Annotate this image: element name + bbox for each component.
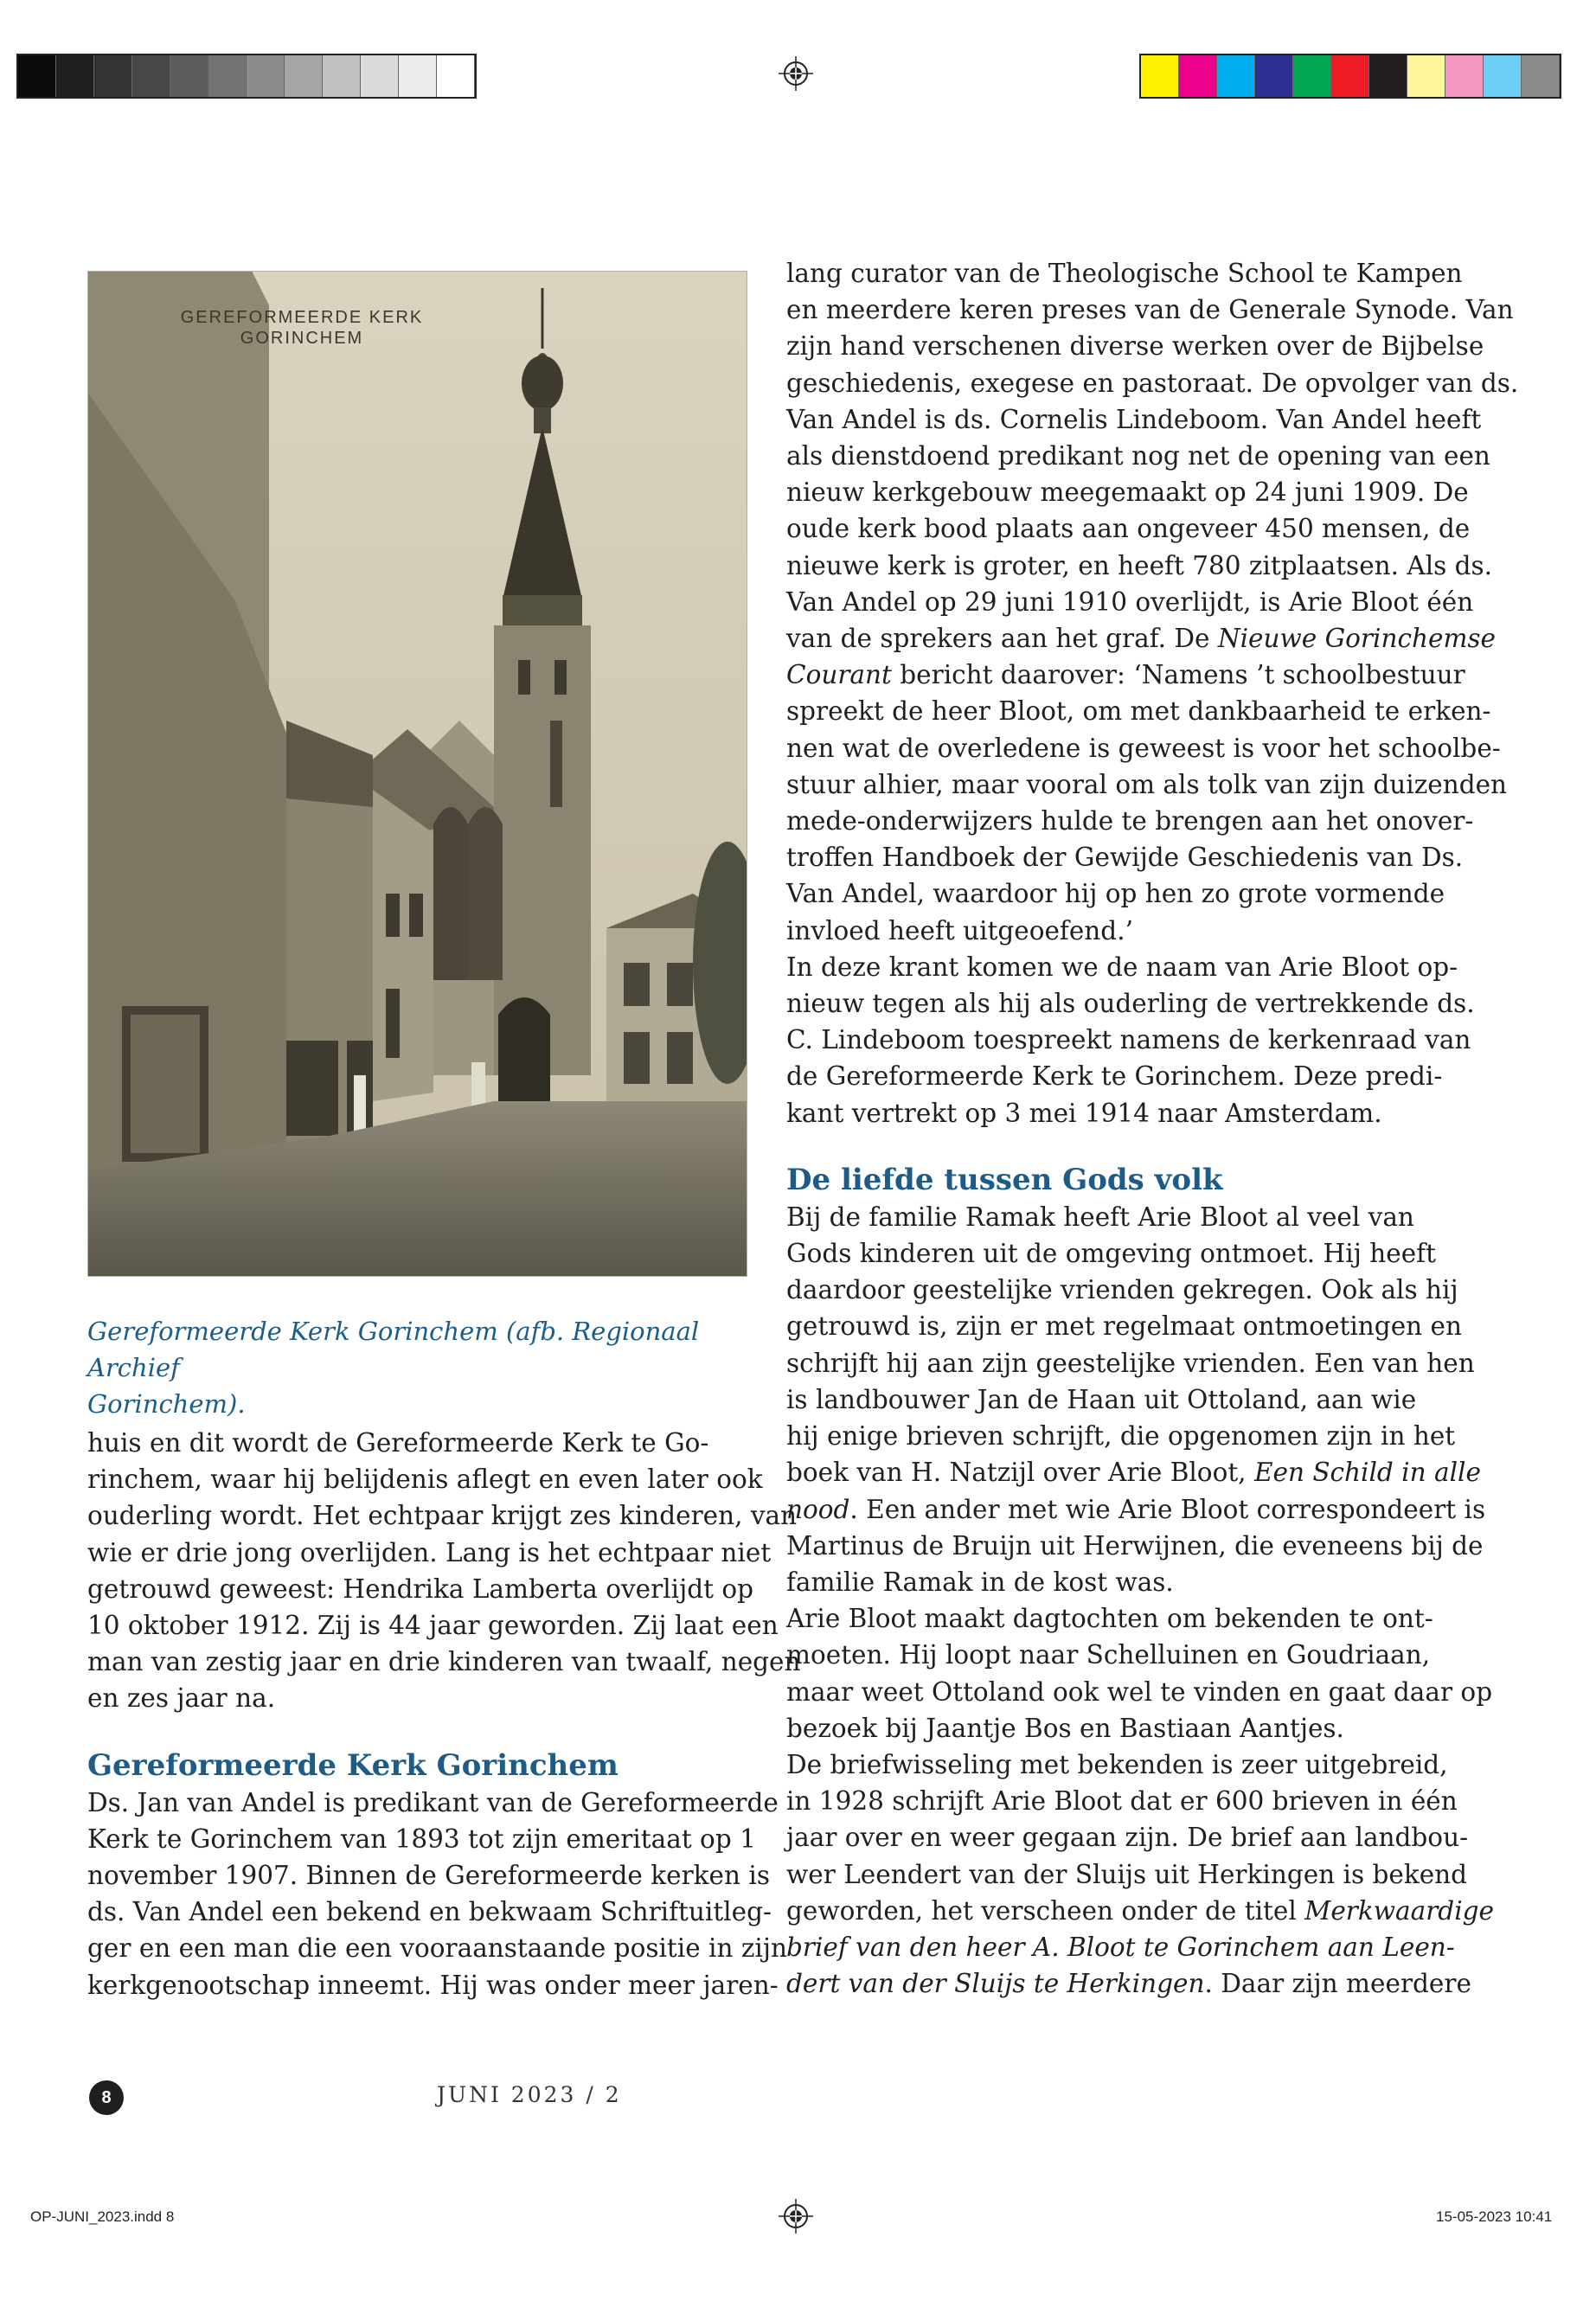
color-swatch xyxy=(56,55,94,97)
photo-caption xyxy=(87,1313,753,1422)
text-line: Van Andel is ds. Cornelis Lindeboom. Van Andel heeft xyxy=(786,404,1482,434)
letter-title: Merkwaardige xyxy=(1304,1895,1494,1926)
text-line: 10 oktober 1912. Zij is 44 jaar geworden. Zij laat een xyxy=(87,1611,779,1641)
text-line: invloed heeft uitgeoefend.’ xyxy=(786,915,1133,945)
paragraph xyxy=(87,1425,801,1717)
color-swatch xyxy=(1484,55,1522,97)
letter-title: dert van der Sluijs te Herkingen xyxy=(786,1969,1205,1999)
color-swatch xyxy=(361,55,399,97)
color-swatch xyxy=(1522,55,1560,97)
color-swatch xyxy=(1179,55,1217,97)
text-line: Gods kinderen uit de omgeving ontmoet. Hij heeft xyxy=(786,1239,1436,1269)
text-line: nieuw tegen als hij als ouderling de vertrekkende ds. xyxy=(786,989,1475,1019)
photo-title-line: GEREFORMEERDE KERK xyxy=(180,308,424,327)
newspaper-title: Nieuwe Gorinchemse xyxy=(1217,624,1497,654)
text-line: Kerk te Gorinchem van 1893 tot zijn emeritaat op 1 xyxy=(87,1823,756,1854)
text-line: moeten. Hij loopt naar Schelluinen en Goudriaan, xyxy=(786,1640,1431,1670)
text-line: Ds. Jan van Andel is predikant van de Gereformeerde xyxy=(87,1787,779,1817)
paragraph xyxy=(786,949,1475,1131)
text-line: bezoek bij Jaantje Bos en Bastiaan Aantjes. xyxy=(786,1713,1344,1743)
text-line: Arie Bloot maakt dagtochten om bekenden te ont- xyxy=(786,1604,1433,1634)
text-line: ger en een man die een vooraanstaande positie in zijn xyxy=(87,1933,787,1964)
color-swatch xyxy=(1141,55,1179,97)
text-line: kant vertrekt op 3 mei 1914 naar Amsterdam. xyxy=(786,1098,1382,1128)
text-line: Van Andel, waardoor hij op hen zo grote vormende xyxy=(786,879,1445,909)
text-line: troffen Handboek der Gewijde Geschiedenis van Ds. xyxy=(786,843,1464,873)
text-line: getrouwd is, zijn er met regelmaat ontmoetingen en xyxy=(786,1311,1462,1342)
text-line: ds. Van Andel een bekend en bekwaam Schriftuitleg- xyxy=(87,1897,772,1927)
section-heading: De liefde tussen Gods volk xyxy=(786,1162,1223,1197)
text-line: hij enige brieven schrijft, die opgenomen zijn in het xyxy=(786,1421,1456,1452)
text-line: In deze krant komen we de naam van Arie Bloot op- xyxy=(786,952,1458,982)
paragraph xyxy=(786,1199,1486,1600)
text-line: nieuw kerkgebouw meegemaakt op 24 juni 1909. De xyxy=(786,478,1469,508)
text-line: november 1907. Binnen de Gereformeerde kerken is xyxy=(87,1861,770,1891)
text-line: jaar over en weer gegaan zijn. De brief aan landbou- xyxy=(786,1823,1469,1853)
issue-label: JUNI 2023 / 2 xyxy=(437,2082,622,2107)
text-line: lang curator van de Theologische School te Kampen xyxy=(786,259,1463,288)
color-swatch xyxy=(1293,55,1331,97)
church-photograph xyxy=(87,271,747,1277)
text-run: bericht daarover: ‘Namens ’t schoolbestuur xyxy=(891,660,1465,690)
section-heading: Gereformeerde Kerk Gorinchem xyxy=(87,1747,619,1783)
text-line: rinchem, waar hij belijdenis aflegt en even later ook xyxy=(87,1465,763,1495)
color-swatch xyxy=(437,55,475,97)
text-line: man van zestig jaar en drie kinderen van twaalf, negen xyxy=(87,1647,801,1677)
slug-file-info: OP-JUNI_2023.indd 8 xyxy=(30,2208,175,2225)
text-line: kerkgenootschap inneemt. Hij was onder meer jaren- xyxy=(87,1970,779,2000)
text-line: wie er drie jong overlijden. Lang is het echtpaar niet xyxy=(87,1537,772,1567)
color-swatch xyxy=(94,55,132,97)
text-run: boek van H. Natzijl over Arie Bloot, xyxy=(786,1458,1254,1488)
text-line: oude kerk bood plaats aan ongeveer 450 mensen, de xyxy=(786,514,1471,544)
text-line: C. Lindeboom toespreekt namens de kerkenraad van xyxy=(786,1025,1471,1055)
photo-title xyxy=(146,307,458,349)
text-line: daardoor geestelijke vrienden gekregen. Ook als hij xyxy=(786,1275,1458,1305)
paragraph xyxy=(786,255,1519,949)
color-swatch xyxy=(1255,55,1293,97)
church-illustration xyxy=(87,271,747,1277)
text-run: . Daar zijn meerdere xyxy=(1204,1969,1471,1999)
color-swatch xyxy=(1445,55,1484,97)
newspaper-title: Courant xyxy=(786,660,892,690)
caption-line: Gereformeerde Kerk Gorinchem (afb. Regionaal Archief xyxy=(87,1317,700,1382)
slug-date-info: 15-05-2023 10:41 xyxy=(1436,2208,1553,2225)
text-run: geworden, het verscheen onder de titel xyxy=(786,1895,1305,1926)
text-line: nieuwe kerk is groter, en heeft 780 zitplaatsen. Als ds. xyxy=(786,550,1493,580)
color-swatch xyxy=(247,55,285,97)
text-line: en zes jaar na. xyxy=(87,1683,276,1714)
text-line: wer Leendert van der Sluijs uit Herkingen is bekend xyxy=(786,1859,1468,1889)
text-run: . Een ander met wie Arie Bloot correspondeert is xyxy=(849,1494,1486,1524)
left-column xyxy=(87,1425,801,2003)
color-swatch xyxy=(170,55,208,97)
book-title: nood xyxy=(786,1494,850,1524)
text-line: zijn hand verschenen diverse werken over de Bijbelse xyxy=(786,331,1484,362)
text-line: Bij de familie Ramak heeft Arie Bloot al veel van xyxy=(786,1202,1414,1232)
paragraph xyxy=(87,1785,787,2003)
page-number-badge: 8 xyxy=(89,2080,124,2115)
text-line: schrijft hij aan zijn geestelijke vrienden. Een van hen xyxy=(786,1348,1475,1378)
color-swatch xyxy=(1331,55,1369,97)
photo-title-line: GORINCHEM xyxy=(240,329,364,348)
color-swatch xyxy=(1407,55,1445,97)
text-line: mede-onderwijzers hulde te brengen aan het onover- xyxy=(786,806,1474,836)
color-swatch xyxy=(323,55,361,97)
right-column xyxy=(786,255,1519,2002)
color-swatch xyxy=(1217,55,1255,97)
color-calibration-strip xyxy=(1139,54,1561,99)
text-line: spreekt de heer Bloot, om met dankbaarheid te erken- xyxy=(786,696,1491,727)
text-line: in 1928 schrijft Arie Bloot dat er 600 brieven in één xyxy=(786,1786,1458,1817)
text-line: als dienstdoend predikant nog net de opening van een xyxy=(786,441,1490,471)
color-swatch xyxy=(132,55,170,97)
paragraph xyxy=(786,1747,1494,2002)
text-line: is landbouwer Jan de Haan uit Ottoland, aan wie xyxy=(786,1384,1417,1414)
paragraph xyxy=(786,1600,1493,1747)
letter-title: brief van den heer A. Bloot te Gorinchem aan Leen- xyxy=(786,1932,1455,1962)
text-line: nen wat de overledene is geweest is voor het schoolbe- xyxy=(786,733,1501,763)
registration-mark-icon xyxy=(779,2199,813,2234)
text-line: stuur alhier, maar vooral om als tolk van zijn duizenden xyxy=(786,769,1508,799)
text-line: ouderling wordt. Het echtpaar krijgt zes kinderen, van xyxy=(87,1501,798,1531)
color-swatch xyxy=(208,55,247,97)
text-line: de Gereformeerde Kerk te Gorinchem. Deze predi- xyxy=(786,1061,1443,1092)
text-line: maar weet Ottoland ook wel te vinden en gaat daar op xyxy=(786,1676,1493,1707)
book-title: Een Schild in alle xyxy=(1253,1458,1481,1488)
text-line: Van Andel op 29 juni 1910 overlijdt, is Arie Bloot één xyxy=(786,586,1474,617)
registration-mark-icon xyxy=(779,56,813,91)
grey-calibration-strip xyxy=(16,54,477,99)
text-line: huis en dit wordt de Gereformeerde Kerk te Go- xyxy=(87,1428,709,1458)
color-swatch xyxy=(1369,55,1407,97)
text-line: getrouwd geweest: Hendrika Lamberta overlijdt op xyxy=(87,1574,754,1604)
color-swatch xyxy=(399,55,437,97)
text-run: van de sprekers aan het graf. De xyxy=(786,624,1218,654)
text-line: Martinus de Bruijn uit Herwijnen, die eveneens bij de xyxy=(786,1530,1484,1561)
color-swatch xyxy=(18,55,56,97)
text-line: familie Ramak in de kost was. xyxy=(786,1567,1174,1597)
text-line: en meerdere keren preses van de Generale Synode. Van xyxy=(786,295,1514,325)
caption-line: Gorinchem). xyxy=(87,1389,246,1419)
text-line: geschiedenis, exegese en pastoraat. De opvolger van ds. xyxy=(786,368,1519,398)
text-line: De briefwisseling met bekenden is zeer uitgebreid, xyxy=(786,1749,1448,1779)
color-swatch xyxy=(285,55,323,97)
